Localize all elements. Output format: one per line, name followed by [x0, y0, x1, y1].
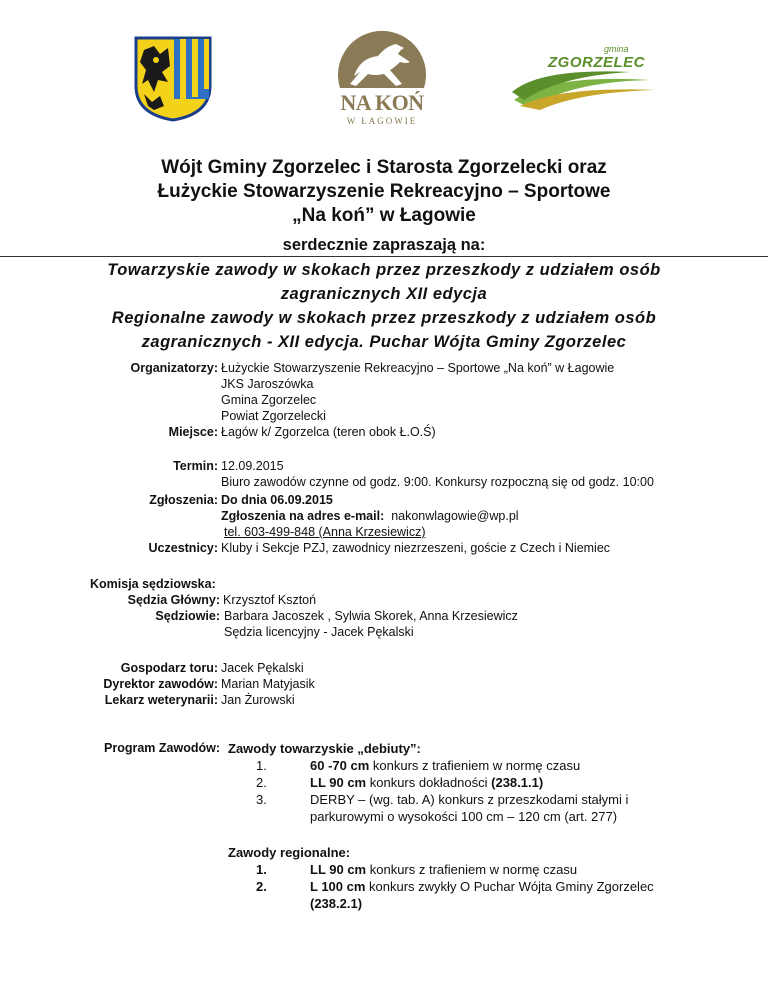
course-designer-value: Jacek Pękalski — [221, 661, 304, 675]
horse-logo-subtitle: W ŁAGOWIE — [346, 116, 418, 126]
director-label: Dyrektor zawodów: — [103, 677, 218, 691]
organizer-item: Łużyckie Stowarzyszenie Rekreacyjno – Sportowe „Na koń” w Łagowie — [221, 361, 615, 375]
divider-line — [0, 256, 768, 257]
regional-item — [310, 878, 654, 895]
friendly-item-article: (238.1.1) — [491, 775, 544, 790]
friendly-item-bold: LL 90 cm — [310, 775, 367, 790]
regional-item-continuation: (238.2.1) — [310, 896, 363, 911]
friendly-heading: Zawody towarzyskie „debiuty”: — [228, 741, 421, 756]
entries-label: Zgłoszenia: — [149, 493, 218, 507]
place-value: Łagów k/ Zgorzelca (teren obok Ł.O.Ś) — [221, 425, 436, 439]
vet-value: Jan Żurowski — [221, 693, 295, 707]
logo-bar — [0, 28, 768, 138]
friendly-item-text: konkurs dokładności — [366, 775, 492, 790]
coat-of-arms-logo — [134, 36, 212, 122]
regional-item-bold: LL 90 cm — [310, 862, 367, 877]
friendly-item-continuation: parkurowymi o wysokości 100 cm – 120 cm (art. 277) — [310, 809, 618, 824]
header-line-1: Wójt Gminy Zgorzelec i Starosta Zgorzelecki oraz — [161, 157, 607, 178]
entries-deadline: Do dnia 06.09.2015 — [221, 493, 333, 507]
gmina-small-label: gmina — [604, 44, 629, 54]
header-block — [0, 156, 768, 228]
participants-label: Uczestnicy: — [148, 541, 218, 555]
friendly-item-bold: 60 -70 cm — [310, 758, 370, 773]
licensed-judge: Sędzia licencyjny - Jacek Pękalski — [224, 625, 414, 639]
chief-judge-label: Sędzia Główny: — [127, 593, 220, 607]
judges-value: Barbara Jacoszek , Sylwia Skorek, Anna Krzesiewicz — [224, 609, 518, 623]
organizer-item: Gmina Zgorzelec — [221, 393, 317, 407]
course-designer-label: Gospodarz toru: — [120, 661, 218, 675]
regional-heading: Zawody regionalne: — [228, 845, 351, 860]
regional-item-number: 2. — [256, 879, 267, 894]
regional-item-number: 1. — [256, 862, 267, 877]
friendly-item-number: 2. — [256, 775, 267, 790]
organizer-item: Powiat Zgorzelecki — [221, 409, 326, 423]
director-value: Marian Matyjasik — [221, 677, 315, 691]
participants-value: Kluby i Sekcje PZJ, zawodnicy niezrzeszeni, goście z Czech i Niemiec — [221, 541, 611, 555]
chief-judge-value: Krzysztof Ksztoń — [223, 593, 317, 607]
vet-label: Lekarz weterynarii: — [104, 693, 218, 707]
friendly-item-number: 1. — [256, 758, 267, 773]
regional-item-bold: L 100 cm — [310, 879, 366, 894]
entries-email-row — [221, 508, 519, 524]
friendly-item — [310, 757, 580, 774]
header-line-3: „Na koń” w Łagowie — [292, 205, 476, 226]
friendly-item — [310, 774, 543, 791]
entries-email-label: Zgłoszenia na adres e-mail: — [221, 509, 385, 523]
friendly-item-text: konkurs z trafieniem w normę czasu — [369, 758, 581, 773]
organizer-item: JKS Jaroszówka — [221, 377, 314, 391]
horse-logo-title: NA KOŃ — [340, 90, 424, 115]
gmina-name-label: ZGORZELEC — [548, 54, 645, 71]
date-value: 12.09.2015 — [221, 459, 284, 473]
event-1-line-1: Towarzyskie zawody w skokach przez przeszkody z udziałem osób — [107, 261, 661, 279]
friendly-item-number: 3. — [256, 792, 267, 807]
regional-item — [310, 861, 577, 878]
invite-line: serdecznie zapraszają na: — [282, 236, 486, 254]
date-label: Termin: — [173, 459, 218, 473]
friendly-item — [310, 791, 628, 808]
event-1-line-2: zagranicznych XII edycja — [280, 285, 488, 303]
friendly-item-text: DERBY – (wg. tab. A) konkurs z przeszkodami stałymi i — [310, 792, 629, 807]
entries-email-link[interactable]: nakonwlagowie@wp.pl — [391, 509, 519, 523]
program-label: Program Zawodów: — [104, 741, 220, 755]
event-2-line-2: zagranicznych - XII edycja. Puchar Wójta Gminy Zgorzelec — [141, 333, 627, 351]
organizers-label: Organizatorzy: — [130, 361, 218, 375]
jury-heading: Komisja sędziowska: — [90, 577, 216, 591]
place-label: Miejsce: — [168, 425, 218, 439]
regional-item-text: konkurs z trafieniem w normę czasu — [366, 862, 578, 877]
horse-logo-icon — [330, 28, 434, 98]
header-line-2: Łużyckie Stowarzyszenie Rekreacyjno – Sportowe — [157, 181, 611, 202]
regional-item-text: konkurs zwykły O Puchar Wójta Gminy Zgorzelec — [365, 879, 654, 894]
judges-label: Sędziowie: — [155, 609, 220, 623]
entries-phone: tel. 603-499-848 (Anna Krzesiewicz) — [224, 525, 426, 539]
event-2-line-1: Regionalne zawody w skokach przez przeszkody z udziałem osób — [111, 309, 657, 327]
office-hours: Biuro zawodów czynne od godz. 9:00. Konkursy rozpoczną się od godz. 10:00 — [221, 475, 654, 489]
